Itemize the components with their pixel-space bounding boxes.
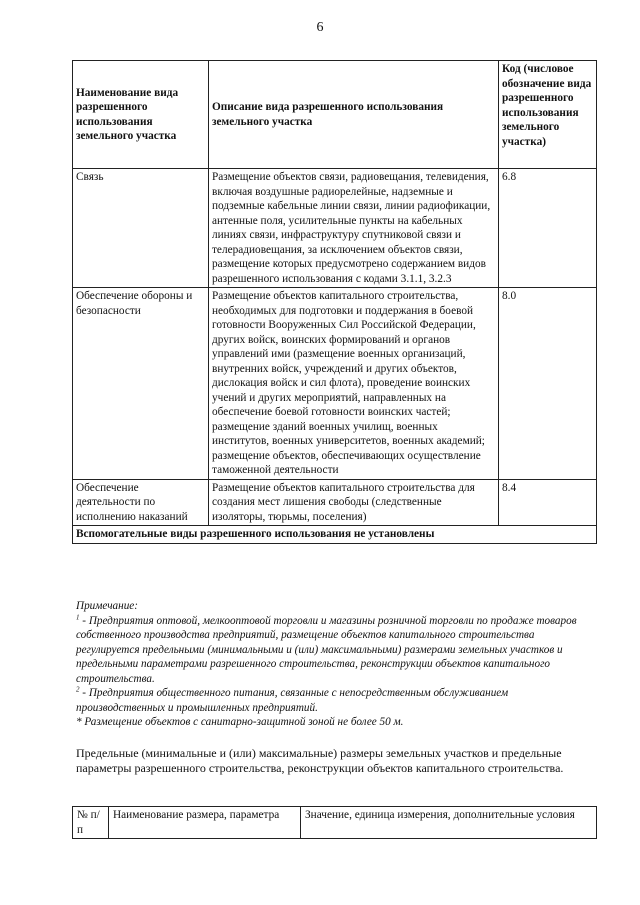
auxiliary-uses-note: Вспомогательные виды разрешенного использования не установлены xyxy=(73,526,597,544)
page-number: 6 xyxy=(316,20,324,35)
note-1-mark: 1 xyxy=(76,612,80,621)
land-use-table xyxy=(72,60,597,544)
row-name: Связь xyxy=(73,169,209,288)
row-description: Размещение объектов связи, радиовещания, телевидения, включая воздушные радиорелейные, надземные и подземные кабельные линии связи, линии радиофикации, антенные поля, усилительные пункты на кабельных линиях связи, инфраструктуру спутниковой связи и телерадиовещания, за исключением объектов связи, размещение которых предусмотрено содержанием видов разрешенного использования с кодами 3.1.1, 3.2.3 xyxy=(209,169,499,288)
params-header-number: № п/п xyxy=(73,807,109,839)
notes-block xyxy=(76,599,596,730)
header-name: Наименование вида разрешенного использования земельного участка xyxy=(73,61,209,169)
note-3: * Размещение объектов с санитарно-защитной зоной не более 50 м. xyxy=(76,716,404,728)
note-1 xyxy=(76,614,596,687)
header-description: Описание вида разрешенного использования земельного участка xyxy=(209,61,499,169)
row-description: Размещение объектов капитального строительства для создания мест лишения свободы (следственные изоляторы, тюрьмы, поселения) xyxy=(209,479,499,526)
table-header-row xyxy=(73,61,597,169)
row-code: 8.0 xyxy=(499,288,597,480)
row-name: Обеспечение обороны и безопасности xyxy=(73,288,209,480)
header-code: Код (числовое обозначение вида разрешенного использования земельного участка) xyxy=(499,61,597,169)
params-header-name: Наименование размера, параметра xyxy=(109,807,301,839)
note-2 xyxy=(76,686,596,715)
row-description: Размещение объектов капитального строительства, необходимых для подготовки и поддержания в боевой готовности Вооруженных Сил Российской Федерации, других войск, воинских формирований и органов управлений ими (размещение военных организаций, внутренних войск, учреждений и других объектов, дислокация войск и сил флота), проведение воинских учений и других мероприятий, направленных на обеспечение боевой готовности воинских частей; размещение зданий военных училищ, военных институтов, военных университетов, военных академий; размещение объектов, обеспечивающих осуществление таможенной деятельности xyxy=(209,288,499,480)
parameters-table xyxy=(72,806,597,839)
notes-heading: Примечание: xyxy=(76,600,138,612)
row-code: 8.4 xyxy=(499,479,597,526)
row-code: 6.8 xyxy=(499,169,597,288)
table-row xyxy=(73,169,597,288)
table-footer-row xyxy=(73,526,597,544)
table-row xyxy=(73,479,597,526)
row-name: Обеспечение деятельности по исполнению наказаний xyxy=(73,479,209,526)
note-2-mark: 2 xyxy=(76,685,80,694)
table-row xyxy=(73,288,597,480)
note-2-text: - Предприятия общественного питания, связанные с непосредственным обслуживанием производственных и промышленных предприятий. xyxy=(76,687,509,714)
limits-paragraph: Предельные (минимальные и (или) максимальные) размеры земельных участков и предельные параметры разрешенного строительства, реконструкции объектов капитального строительства. xyxy=(76,746,564,775)
note-1-text: - Предприятия оптовой, мелкооптовой торговли и магазины розничной торговли по продаже товаров собственного производства предприятий, размещение объектов капитального строительства регулируется предельными (минимальными и (или) максимальными) размерами земельных участков и предельными параметрами разрешенного строительства, реконструкции объектов капитального строительства. xyxy=(76,614,577,685)
params-header-value: Значение, единица измерения, дополнительные условия xyxy=(301,807,597,839)
params-header-row xyxy=(73,807,597,839)
